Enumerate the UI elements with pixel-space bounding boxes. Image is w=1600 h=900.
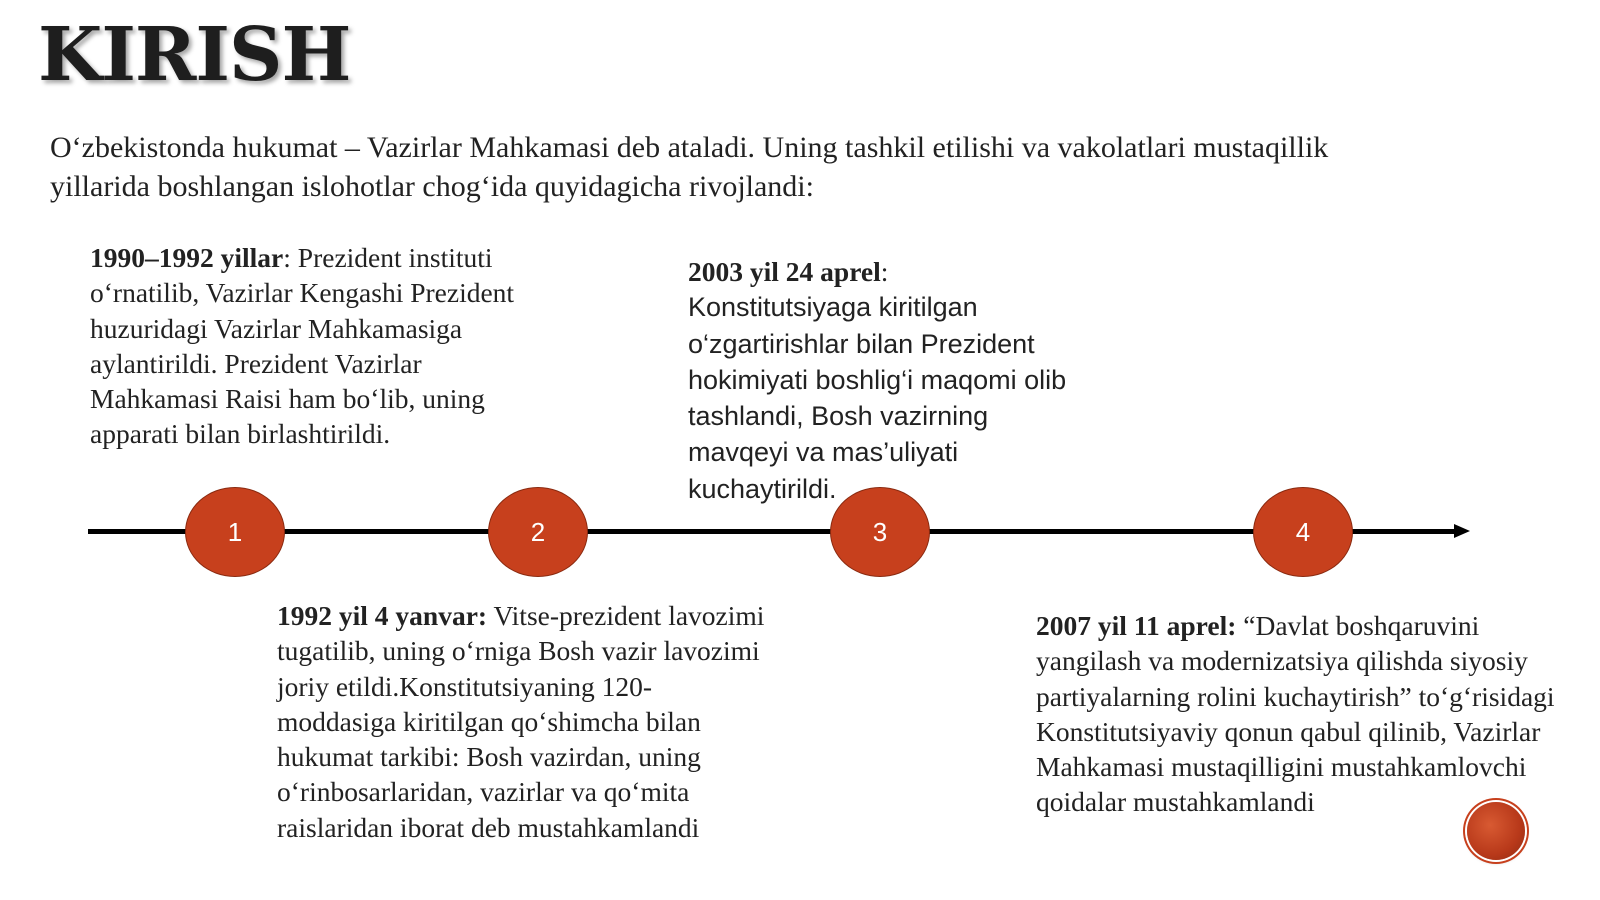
event-text: Konstitutsiyaga kiritilgan o‘zgartirishlar bilan Prezident hokimiyati boshlig‘i maqomi olib tashlandi, Bosh vazirning mavqeyi va mas’uliyati kuchaytirildi. [688,292,1067,504]
timeline-node-3[interactable]: 3 [830,487,930,577]
timeline-axis [88,529,1456,534]
slide-title: KIRISH [38,12,351,98]
intro-paragraph: O‘zbekistonda hukumat – Vazirlar Mahkamasi deb ataladi. Uning tashkil etilishi va vakolatlari mustaqillik yillarida boshlangan islohotlar chog‘ida quyidagicha rivojlandi: [50,131,1329,203]
event-text: Prezident instituti o‘rnatilib, Vazirlar Kengashi Prezident huzuridagi Vazirlar Mahkamasiga aylantirildi. Prezident Vazirlar Mahkamasi Raisi ham bo‘lib, uning apparati bilan birlashtirildi. [90,242,515,450]
timeline-node-4[interactable]: 4 [1253,487,1353,577]
timeline-node-2[interactable]: 2 [488,487,588,577]
event-date: 1990–1992 yillar [90,242,284,273]
event-text: Vitse-prezident lavozimi tugatilib, uning o‘rniga Bosh vazir lavozimi joriy etildi.Konstitutsiyaning 120-moddasiga kiritilgan qo‘shimcha bilan hukumat tarkibi: Bosh vazirdan, uning o‘rinbosarlaridan, vazirlar va qo‘mita raislaridan iborat deb mustahkamlandi [277,600,765,843]
timeline-event-4 [1036,608,1576,820]
timeline-arrow-head [1454,524,1470,538]
event-date: 1992 yil 4 yanvar: [277,600,488,631]
event-text: “Davlat boshqaruvini yangilash va modernizatsiya qilishda siyosiy partiyalarning rolini kuchaytirish” to‘g‘risidagi Konstitutsiyaviy qonun qabul qilinib, Vazirlar Mahkamasi mustaqilligini mustahkamlovchi qoidalar mustahkamlandi [1036,610,1555,818]
event-date-separator: : [283,242,291,273]
slide-nav-button[interactable] [1467,802,1525,860]
timeline-node-1[interactable]: 1 [185,487,285,577]
event-date: 2007 yil 11 aprel: [1036,610,1237,641]
timeline-event-1 [90,240,530,452]
timeline-event-3 [688,254,1088,507]
event-date: 2003 yil 24 aprel [688,256,881,287]
timeline-event-2 [277,598,767,845]
event-date-separator: : [880,256,889,287]
